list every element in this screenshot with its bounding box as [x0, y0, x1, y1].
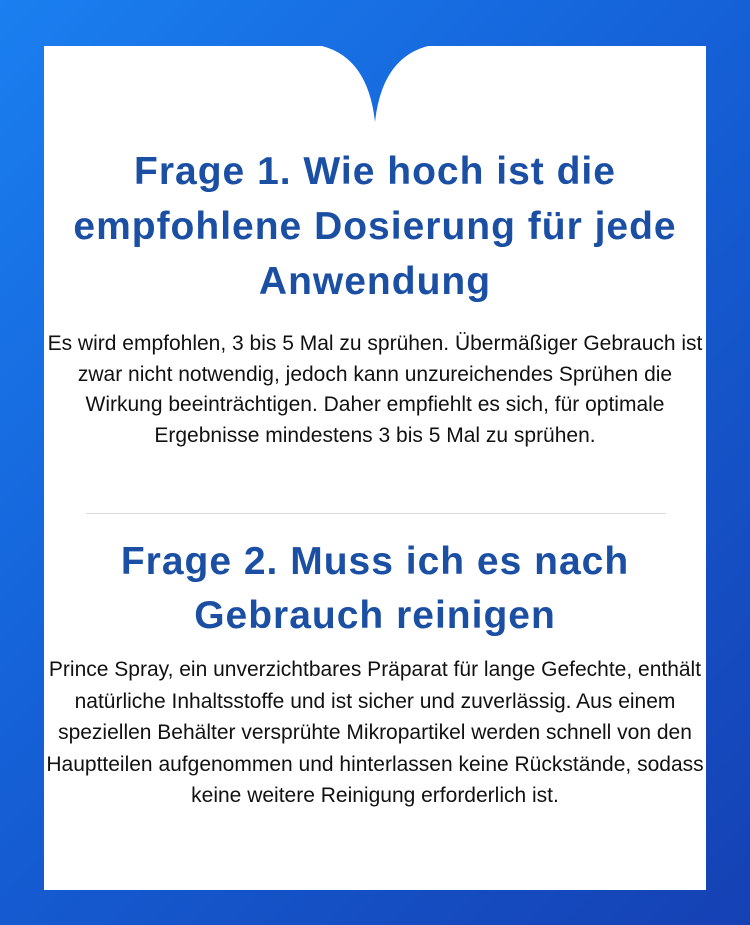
answer-1-text: Es wird empfohlen, 3 bis 5 Mal zu sprühen. Übermäßiger Gebrauch ist zwar nicht notwendig, jedoch kann unzureichendes Sprühen die Wirkung beeinträchtigen. Daher empfiehlt es sich, für optimale Ergebnisse mindestens 3 bis 5 Mal zu sprühen. — [47, 332, 703, 447]
question-1-title: Frage 1. Wie hoch ist die empfohlene Dosierung für jede Anwendung — [73, 150, 677, 303]
faq-content — [44, 100, 706, 890]
question-2-title: Frage 2. Muss ich es nach Gebrauch reinigen — [120, 540, 630, 637]
section-divider — [86, 513, 666, 514]
answer-2-text: Prince Spray, ein unverzichtbares Präparat für lange Gefechte, enthält natürliche Inhaltsstoffe und ist sicher und zuverlässig. Aus einem speziellen Behälter versprühte Mikropartikel werden schnell von den Hauptteilen aufgenommen und hinterlassen keine Rückstände, sodass keine weitere Reinigung erforderlich ist. — [46, 658, 704, 807]
